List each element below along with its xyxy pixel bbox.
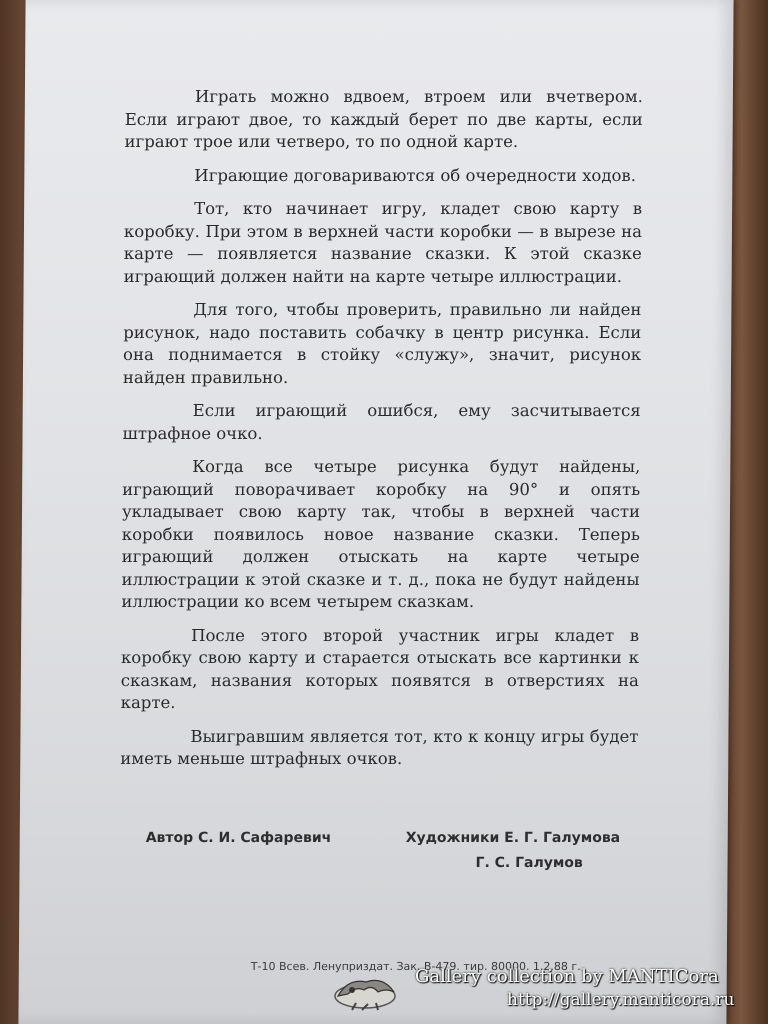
paragraph-rotate-box: Когда все четыре рисунка будут найдены, играющий поворачивает коробку на 90° и опять укладывает свою карту так, чтобы в верхней части коробки появилось новое название сказки. Теперь играющий должен отыскать на карте четыре иллюстрации к этой сказке и т. д., пока не будут найдены иллюстрации ко всем четырем сказкам. <box>121 457 641 611</box>
artist-credit-second: Г. С. Галумов <box>475 855 583 871</box>
rules-text <box>120 86 643 782</box>
paragraph-check-picture: Для того, чтобы проверить, правильно ли найден рисунок, надо поставить собачку в центр рисунка. Если она поднимается в стойку «служу», значит, рисунок найден правильно. <box>122 300 642 387</box>
author-credit: Автор С. И. Сафаревич <box>145 830 332 846</box>
paragraph-start-game: Тот, кто начинает игру, кладет свою карту в коробку. При этом в верхней части коробки — в вырезе на карте — появляется название сказки. К этой сказке играющий должен найти на карте четыре иллюстрации. <box>123 199 643 286</box>
paragraph-players: Играть можно вдвоем, втроем или вчетвером. Если играют двое, то каждый берет по две карты, если играют трое или четверо, то по одной карте. <box>124 87 643 151</box>
artists-credit: Художники Е. Г. Галумова <box>405 830 621 846</box>
print-imprint: Т-10 Всев. Ленуприздат. Зак. В-479. тир. 80000. 1.2.88 г. <box>250 960 581 973</box>
paragraph-turn-order: Играющие договариваются об очередности ходов. <box>194 165 637 185</box>
paragraph-penalty: Если играющий ошибся, ему засчитывается штрафное очко. <box>122 401 641 443</box>
paragraph-second-player: После этого второй участник игры кладет в коробку свою карту и старается отыскать все картинки к сказкам, названия которых появятся в отверстиях на карте. <box>120 625 640 712</box>
paragraph-winner: Выигравшим является тот, кто к концу игры будет иметь меньше штрафных очков. <box>120 726 639 768</box>
watermark-url: http://gallery.manticora.ru <box>507 990 735 1010</box>
manticore-logo-icon <box>328 966 402 1012</box>
paper-sheet <box>18 0 733 1024</box>
watermark-text: Gallery collection by MANTICora <box>415 966 719 987</box>
